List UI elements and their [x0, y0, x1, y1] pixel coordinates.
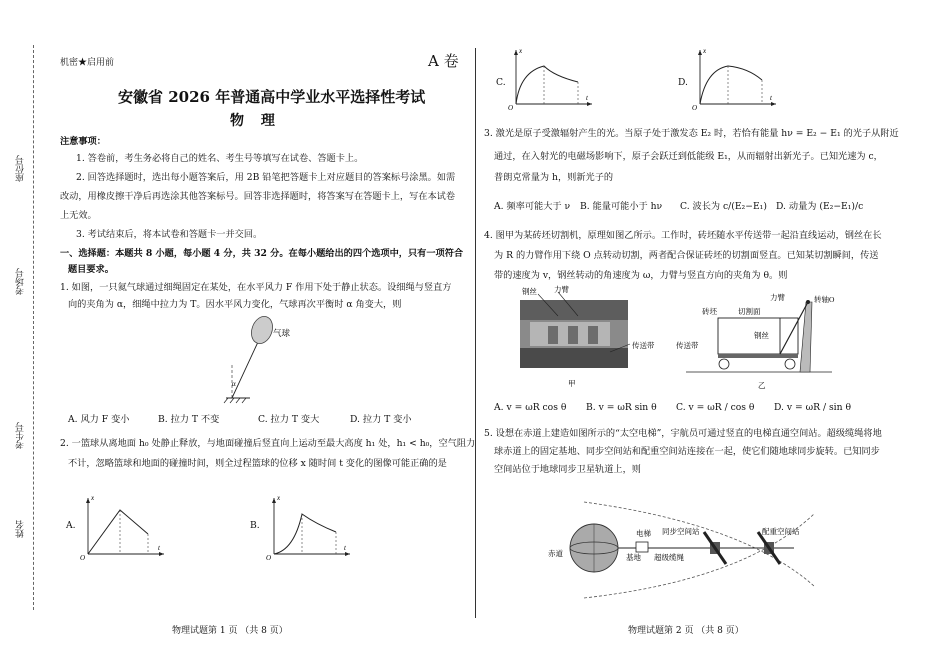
- q1-text: 1. 如图，一只氦气球通过细绳固定在某处，在水平风力 F 作用下处于静止状态。设细绳与竖直方: [60, 282, 452, 293]
- exam-title: 安徽省 2026 年普通高中学业水平选择性考试: [118, 88, 426, 106]
- binding-line: [33, 45, 34, 610]
- svg-text:x: x: [277, 494, 281, 502]
- seat-number-label: 座位号: [16, 155, 26, 182]
- label-sync-station: 同步空间站: [662, 527, 700, 536]
- photo-caption: 甲: [568, 379, 576, 388]
- svg-text:O: O: [508, 104, 514, 112]
- notice-item-1: 1. 答卷前，考生务必将自己的姓名、考生号等填写在试卷、答题卡上。: [76, 153, 364, 164]
- elevator-car: [636, 542, 648, 552]
- q3-option-c: C. 波长为 c/(E₂−E₁): [680, 201, 767, 212]
- diagram-label-axis: 转轴O: [814, 295, 835, 304]
- q5-text-end: 空间站位于地球同步卫星轨道上，则: [494, 464, 641, 475]
- q2-option-c: C.: [496, 77, 506, 88]
- label-equator: 赤道: [548, 549, 563, 558]
- q2-graph-a: [78, 492, 170, 562]
- q4-photo-figure: [518, 286, 678, 392]
- q3-text: 3. 激光是原子受激辐射产生的光。当原子处于激发态 E₂ 时，若恰有能量 hν = E₂ − E₁ 的光子从附近: [484, 128, 899, 139]
- notice-item-3: 3. 考试结束后，将本试卷和答题卡一并交回。: [76, 229, 263, 240]
- footer-page-1: 物理试题第 1 页 （共 8 页）: [172, 626, 288, 636]
- q1-option-c: C. 拉力 T 变大: [258, 414, 320, 425]
- section-heading-cont: 题目要求。: [68, 264, 114, 275]
- q5-text: 5. 设想在赤道上建造如图所示的“太空电梯”，宇航员可通过竖直的电梯直通空间站。超级缆绳将地: [484, 428, 882, 439]
- string: [232, 342, 258, 398]
- orbit-arc: [584, 502, 814, 586]
- label-base: 基地: [626, 553, 641, 562]
- photo-label-wire: 钢丝: [522, 287, 537, 296]
- q2-option-b: B.: [250, 520, 260, 531]
- label-cable: 超级缆绳: [654, 553, 684, 562]
- balloon: [248, 313, 276, 346]
- svg-text:O: O: [80, 554, 86, 562]
- q3-option-d: D. 动量为 (E₂−E₁)/c: [776, 201, 864, 212]
- section-heading: 一、选择题：本题共 8 小题，每小题 4 分，共 32 分。在每小题给出的四个选项中，只有一项符合: [60, 248, 464, 259]
- diagram-label-cut-face: 切割面: [738, 307, 761, 316]
- q4-option-d: D. v = ωR / sin θ: [774, 402, 851, 413]
- label-counterweight-station: 配重空间站: [762, 527, 800, 536]
- photo-label-arm: 力臂: [554, 285, 569, 294]
- q1-option-b: B. 拉力 T 不变: [158, 414, 220, 425]
- svg-text:t: t: [344, 544, 346, 552]
- q3-option-a: A. 频率可能大于 ν: [494, 201, 571, 212]
- q3-text-cont: 通过，在入射光的电磁场影响下，原子会跃迁到低能级 E₁，从而辐射出新光子。已知光速为 c，: [494, 151, 883, 162]
- balloon-label: 气球: [273, 328, 291, 338]
- q4-schematic-figure: [676, 288, 842, 392]
- q4-text: 4. 图甲为某砖坯切割机，原理如图乙所示。工作时，砖坯随水平传送带一起沿直线运动，钢丝在长: [484, 230, 882, 241]
- q3-option-b: B. 能量可能小于 hν: [580, 201, 663, 212]
- q4-option-a: A. v = ωR cos θ: [494, 402, 567, 413]
- page-divider: [475, 48, 476, 618]
- q3-text-end: 普朗克常量为 h，则新光子的: [494, 172, 614, 183]
- notice-item-2: 2. 回答选择题时，选出每小题答案后，用 2B 铅笔把答题卡上对应题目的答案标号涂黑。如需: [76, 172, 456, 183]
- label-elevator: 电梯: [636, 529, 651, 538]
- notice-item-2-cont: 改动，用橡皮擦干净后再选涂其他答案标号。回答非选择题时，将答案写在答题卡上，写在本试卷: [60, 191, 456, 202]
- photo-label-belt: 传送带: [632, 341, 655, 350]
- q5-text-cont: 球赤道上的固定基地、同步空间站和配重空间站连接在一起，使它们随地球同步旋转。已知同步: [494, 446, 880, 457]
- q4-text-end: 带的速度为 v，钢丝转动的角速度为 ω，力臂与竖直方向的夹角为 θ。则: [494, 270, 788, 281]
- diagram-label-brick: 砖坯: [702, 307, 717, 316]
- footer-page-2: 物理试题第 2 页 （共 8 页）: [628, 626, 744, 636]
- notice-heading: 注意事项：: [60, 136, 106, 147]
- angle-alpha: α: [232, 380, 236, 388]
- name-label: 姓名: [16, 520, 26, 538]
- q2-graph-c: [506, 46, 598, 112]
- q4-text-cont: 为 R 的力臂作用下绕 O 点转动切割，两者配合保证砖坯的切割面竖直。已知某切割瞬间，传送: [494, 250, 879, 261]
- svg-text:t: t: [158, 544, 160, 552]
- exam-room-label: 考场号: [16, 268, 26, 295]
- diagram-label-arm: 力臂: [770, 293, 785, 302]
- q2-graph-b: [264, 492, 356, 562]
- q4-option-c: C. v = ωR / cos θ: [676, 402, 755, 413]
- ground: [224, 398, 250, 403]
- q2-option-a: A.: [66, 520, 76, 531]
- notice-item-2-end: 上无效。: [60, 210, 97, 221]
- diagram-label-belt: 传送带: [676, 341, 699, 350]
- svg-text:x: x: [91, 494, 95, 502]
- candidate-number-label: 考生号: [16, 422, 26, 449]
- svg-text:x: x: [519, 47, 523, 55]
- q5-space-elevator-figure: [544, 494, 844, 606]
- q2-option-d: D.: [678, 77, 688, 88]
- svg-text:t: t: [770, 94, 772, 102]
- confidential-mark: 机密★启用前: [60, 58, 115, 68]
- q1-option-a: A. 风力 F 变小: [68, 414, 130, 425]
- svg-text:O: O: [692, 104, 698, 112]
- q2-text: 2. 一篮球从离地面 h₀ 处静止释放，与地面碰撞后竖直向上运动至最大高度 h₁ 处，h₁ < h₀，空气阻力: [60, 438, 476, 449]
- q2-graph-d: [690, 46, 782, 112]
- svg-text:x: x: [703, 47, 707, 55]
- svg-text:t: t: [586, 94, 588, 102]
- diagram-caption: 乙: [758, 381, 766, 390]
- subject-title: 物 理: [230, 113, 281, 129]
- q1-option-d: D. 拉力 T 变小: [350, 414, 412, 425]
- balloon-figure: [210, 312, 300, 404]
- q4-option-b: B. v = ωR sin θ: [586, 402, 657, 413]
- q1-text-cont: 向的夹角为 α，细绳中拉力为 T。因水平风力变化，气球再次平衡时 α 角变大，则: [68, 299, 402, 310]
- svg-text:O: O: [266, 554, 272, 562]
- paper-version: A 卷: [428, 52, 459, 70]
- q2-text-cont: 不计，忽略篮球和地面的碰撞时间，则全过程篮球的位移 x 随时间 t 变化的图像可能正确的是: [68, 458, 447, 469]
- diagram-label-wire: 钢丝: [754, 331, 769, 340]
